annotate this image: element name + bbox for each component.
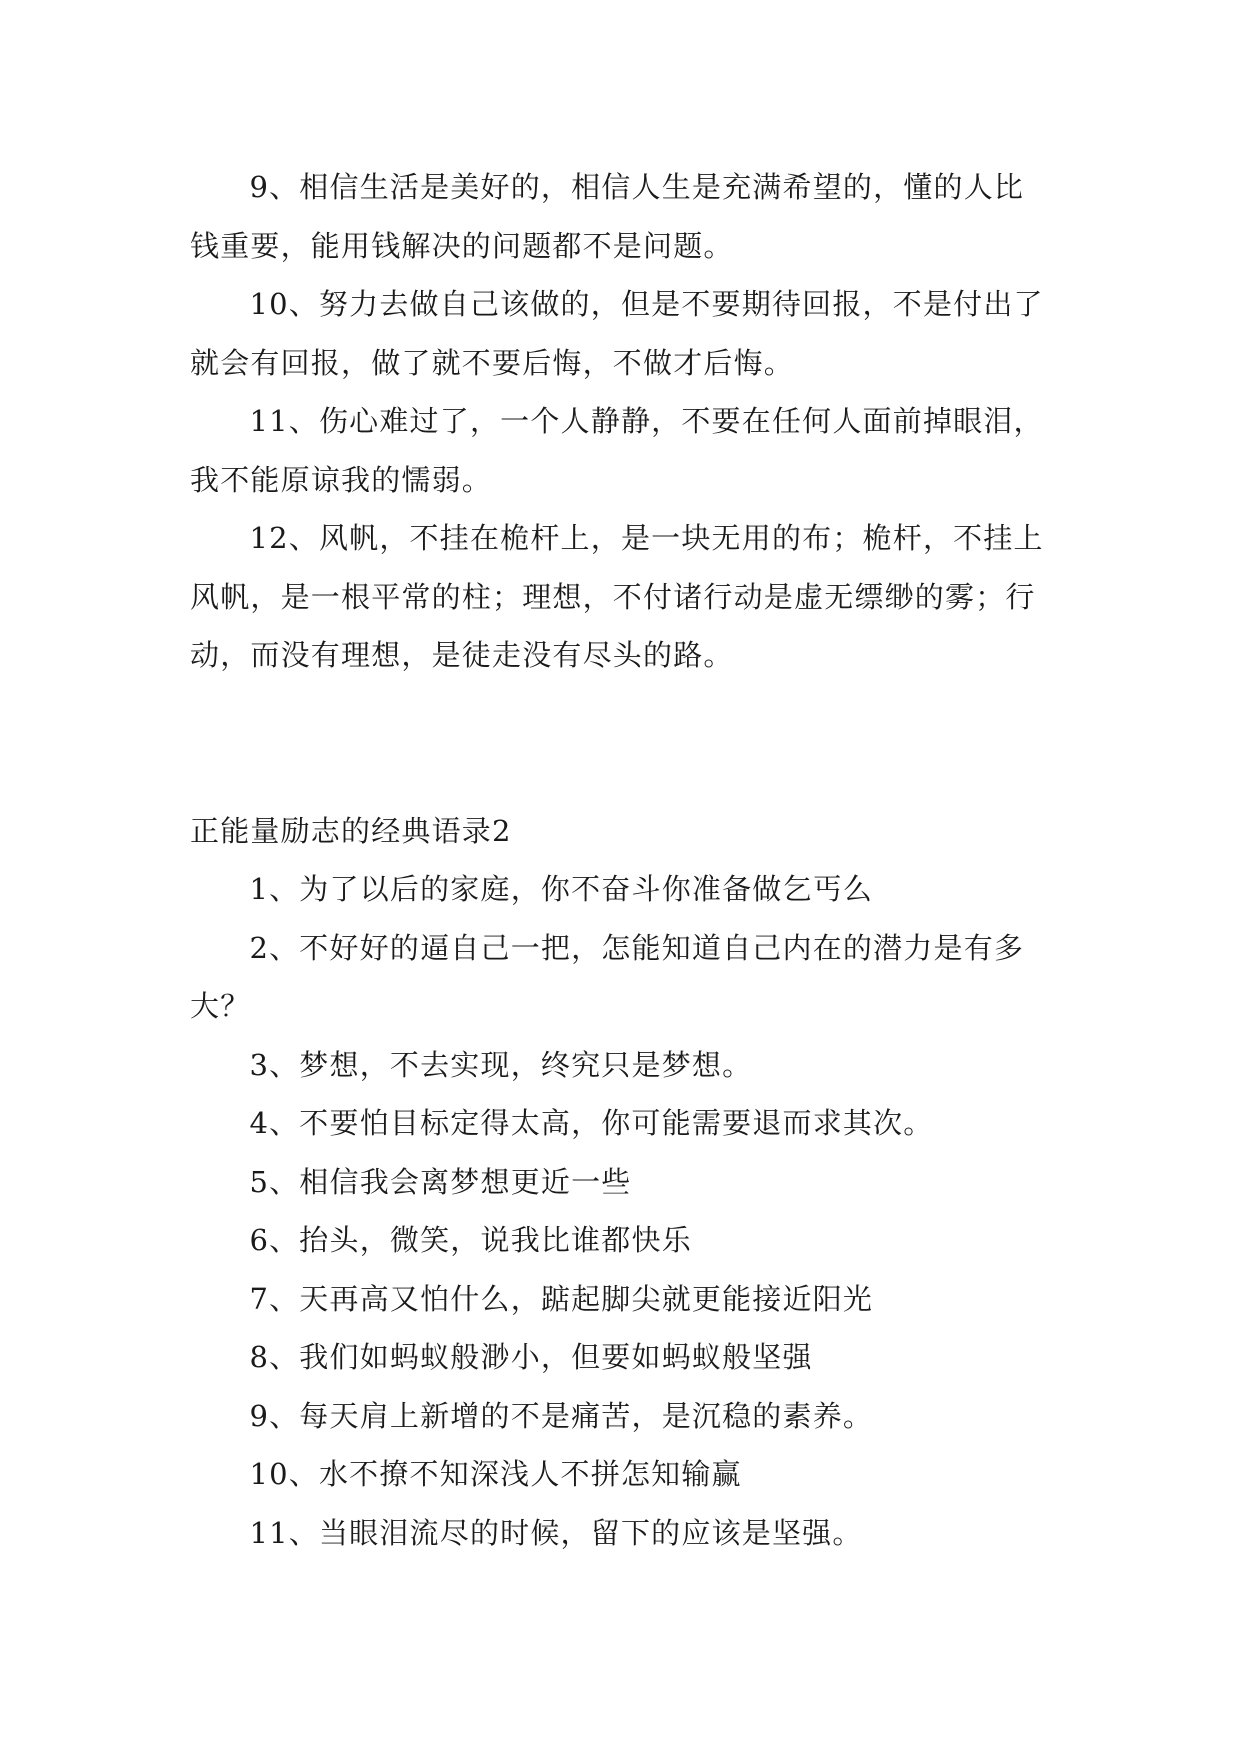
quote-paragraph: 9、相信生活是美好的，相信人生是充满希望的，懂的人比钱重要，能用钱解决的问题都不是问题。 <box>190 170 1025 263</box>
quote-paragraph: 1、为了以后的家庭，你不奋斗你准备做乞丐么 <box>249 872 874 906</box>
quote-paragraph: 11、当眼泪流尽的时候，留下的应该是坚强。 <box>249 1515 863 1550</box>
quote-paragraph: 10、水不撩不知深浅人不拼怎知输赢 <box>249 1457 742 1491</box>
section-heading: 正能量励志的经典语录2 <box>190 813 512 848</box>
quote-paragraph: 5、相信我会离梦想更近一些 <box>249 1164 632 1199</box>
document-body <box>190 158 1050 1562</box>
quote-paragraph: 4、不要怕目标定得太高，你可能需要退而求其次。 <box>249 1106 934 1140</box>
quote-paragraph: 12、风帆，不挂在桅杆上，是一块无用的布；桅杆，不挂上风帆，是一根平常的柱；理想，不付诸行动是虚无缥缈的雾；行动，而没有理想，是徒走没有尽头的路。 <box>190 521 1044 672</box>
quote-paragraph: 7、天再高又怕什么，踮起脚尖就更能接近阳光 <box>249 1281 874 1316</box>
quote-paragraph: 3、梦想，不去实现，终究只是梦想。 <box>249 1047 753 1082</box>
quote-paragraph: 11、伤心难过了，一个人静静，不要在任何人面前掉眼泪，我不能原谅我的懦弱。 <box>190 404 1044 497</box>
quote-paragraph: 2、不好好的逼自己一把，怎能知道自己内在的潜力是有多大？ <box>190 930 1025 1023</box>
quote-paragraph: 9、每天肩上新增的不是痛苦，是沉稳的素养。 <box>249 1398 874 1433</box>
quote-paragraph: 8、我们如蚂蚁般渺小，但要如蚂蚁般坚强 <box>249 1340 813 1374</box>
quote-paragraph: 6、抬头，微笑，说我比谁都快乐 <box>249 1223 692 1257</box>
quote-paragraph: 10、努力去做自己该做的，但是不要期待回报，不是付出了就会有回报，做了就不要后悔，不做才后悔。 <box>190 287 1044 380</box>
